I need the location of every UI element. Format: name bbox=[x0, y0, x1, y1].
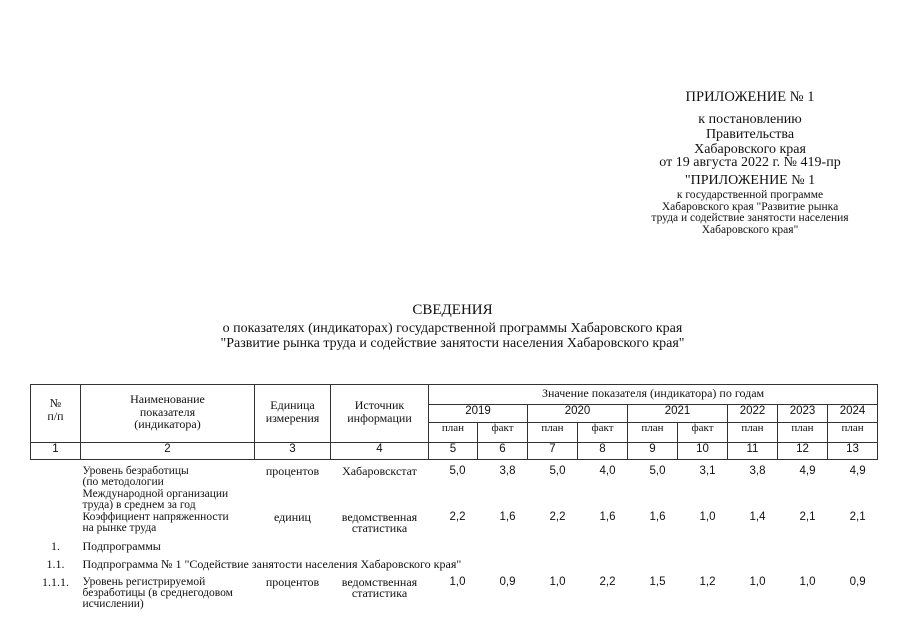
section-row bbox=[31, 559, 878, 577]
subheader-fact: факт bbox=[478, 423, 528, 443]
table-row bbox=[31, 577, 878, 617]
value-cell: 1,0 bbox=[799, 575, 816, 588]
value-cell: 1,5 bbox=[649, 575, 666, 588]
section-num: 1.1. bbox=[46, 556, 65, 571]
appendix-to-resolution: к постановлению Правительства Хабаровского края bbox=[694, 112, 806, 158]
section-num: 1. bbox=[51, 538, 60, 553]
value-cell: 1,6 bbox=[649, 510, 666, 523]
column-number: 7 bbox=[528, 443, 578, 460]
column-number: 5 bbox=[429, 443, 478, 460]
value-cell: 5,0 bbox=[549, 465, 566, 477]
row-num bbox=[31, 460, 81, 512]
column-number: 10 bbox=[678, 443, 728, 460]
year-2023: 2023 bbox=[778, 405, 828, 423]
column-number: 6 bbox=[478, 443, 528, 460]
column-number: 2 bbox=[81, 443, 255, 460]
value-cell: 2,2 bbox=[549, 510, 566, 523]
value-cell: 1,4 bbox=[749, 510, 766, 523]
subheader-fact: факт bbox=[578, 423, 628, 443]
subheader-plan: план bbox=[728, 423, 778, 443]
value-cell: 2,1 bbox=[799, 510, 816, 523]
table-row bbox=[31, 512, 878, 541]
document-subtitle: о показателях (индикаторах) государственной программы Хабаровского края "Развитие рынка труда и содействие занятости населения Хабаровского края" bbox=[220, 321, 685, 351]
value-cell: 2,2 bbox=[449, 510, 466, 523]
value-cell: 1,0 bbox=[449, 575, 466, 588]
year-2024: 2024 bbox=[828, 405, 878, 423]
document-title: СВЕДЕНИЯ bbox=[412, 302, 493, 318]
subprogram-title: Подпрограмма № 1 "Содействие занятости населения Хабаровского края" bbox=[82, 556, 462, 571]
row-num: 1.1.1. bbox=[42, 574, 69, 589]
table-row bbox=[31, 460, 878, 512]
indicator-unit: единиц bbox=[274, 509, 311, 524]
indicators-table bbox=[30, 384, 878, 617]
subheader-plan: план bbox=[429, 423, 478, 443]
value-cell: 1,2 bbox=[699, 575, 716, 588]
year-2021: 2021 bbox=[628, 405, 728, 423]
value-cell: 3,8 bbox=[499, 465, 516, 477]
column-number: 9 bbox=[628, 443, 678, 460]
column-number: 4 bbox=[331, 443, 429, 460]
year-2020: 2020 bbox=[528, 405, 628, 423]
indicator-unit: процентов bbox=[265, 464, 320, 478]
section-row bbox=[31, 541, 878, 559]
year-2019: 2019 bbox=[429, 405, 528, 423]
value-cell: 0,9 bbox=[499, 575, 516, 588]
subheader-plan: план bbox=[828, 423, 878, 443]
subheader-plan: план bbox=[778, 423, 828, 443]
value-cell: 1,0 bbox=[549, 575, 566, 588]
header-name: Наименование показателя (индикатора) bbox=[81, 385, 255, 443]
header-values-by-year: Значение показателя (индикатора) по годам bbox=[429, 385, 878, 405]
column-number: 3 bbox=[255, 443, 331, 460]
header-source: Источник информации bbox=[331, 385, 429, 443]
value-cell: 3,1 bbox=[699, 465, 716, 477]
column-number: 12 bbox=[778, 443, 828, 460]
indicator-source: ведомственная статистика bbox=[341, 574, 418, 601]
indicator-name: Уровень регистрируемой безработицы (в среднегодовом исчислении) bbox=[82, 575, 233, 611]
column-number: 8 bbox=[578, 443, 628, 460]
column-number: 1 bbox=[31, 443, 81, 460]
indicator-name: Коэффициент напряженности на рынке труда bbox=[82, 510, 229, 534]
indicator-source: ведомственная статистика bbox=[341, 509, 418, 536]
row-num bbox=[31, 512, 81, 541]
indicator-unit: процентов bbox=[265, 574, 320, 589]
header-num: № п/п bbox=[31, 385, 81, 443]
value-cell: 2,1 bbox=[849, 510, 866, 523]
year-2022: 2022 bbox=[728, 405, 778, 423]
section-title: Подпрограммы bbox=[82, 538, 161, 553]
value-cell: 4,0 bbox=[599, 465, 616, 477]
indicator-name: Уровень безработицы (по методологии Международной организации труда) в среднем за год bbox=[82, 465, 229, 511]
value-cell: 5,0 bbox=[449, 465, 466, 477]
indicator-source: Хабаровскстат bbox=[342, 464, 417, 478]
value-cell: 2,2 bbox=[599, 575, 616, 588]
value-cell: 1,0 bbox=[749, 575, 766, 588]
value-cell: 0,9 bbox=[849, 575, 866, 588]
column-number: 13 bbox=[828, 443, 878, 460]
appendix-title: ПРИЛОЖЕНИЕ № 1 bbox=[685, 89, 815, 105]
value-cell: 1,6 bbox=[499, 510, 516, 523]
subheader-fact: факт bbox=[678, 423, 728, 443]
header-unit: Единица измерения bbox=[255, 385, 331, 443]
value-cell: 1,0 bbox=[699, 510, 716, 523]
value-cell: 4,9 bbox=[849, 465, 866, 477]
appendix-date: от 19 августа 2022 г. № 419-пр bbox=[659, 155, 841, 170]
subheader-plan: план bbox=[628, 423, 678, 443]
value-cell: 4,9 bbox=[799, 465, 816, 477]
subheader-plan: план bbox=[528, 423, 578, 443]
inner-appendix-title: "ПРИЛОЖЕНИЕ № 1 bbox=[684, 173, 816, 188]
inner-appendix-subtitle: к государственной программе Хабаровского края "Развитие рынка труда и содействие занятости населения Хабаровского края" bbox=[651, 189, 849, 236]
column-number: 11 bbox=[728, 443, 778, 460]
value-cell: 5,0 bbox=[649, 465, 666, 477]
value-cell: 3,8 bbox=[749, 465, 766, 477]
value-cell: 1,6 bbox=[599, 510, 616, 523]
